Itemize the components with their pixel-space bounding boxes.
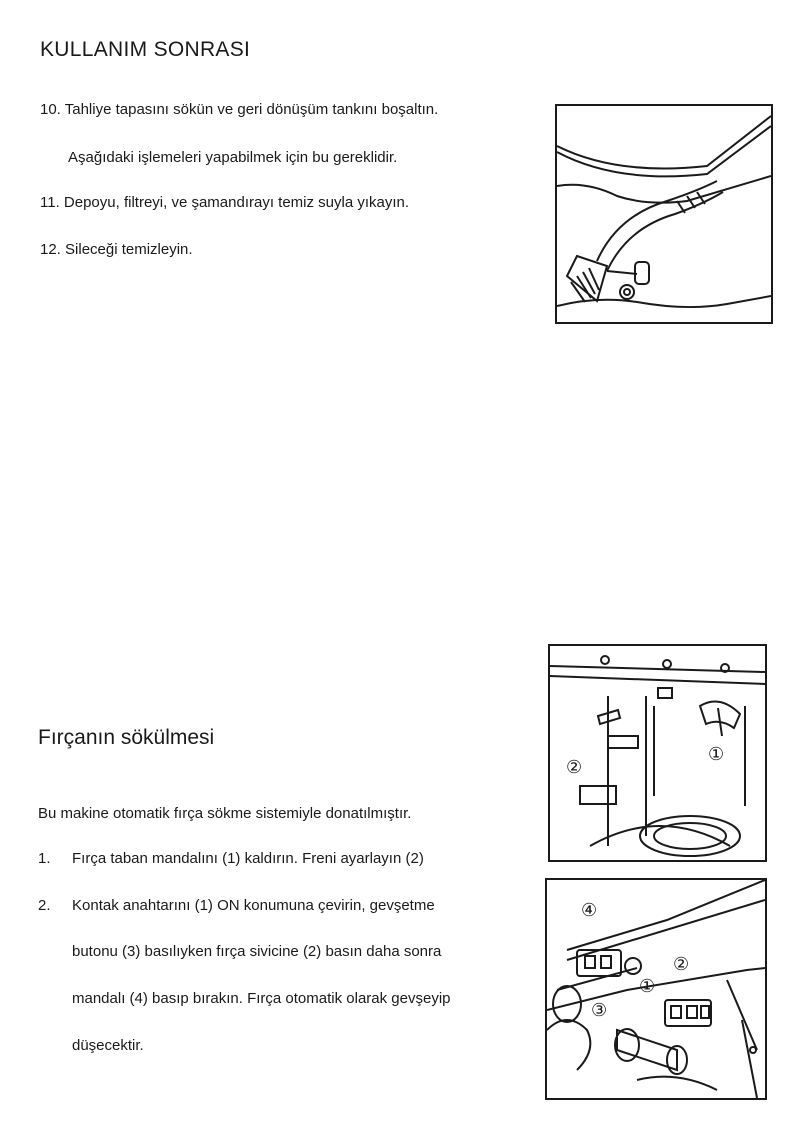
section-title-brush-removal: Fırçanın sökülmesi (38, 726, 215, 749)
brush-step-1-text: Fırça taban mandalını (1) kaldırın. Freni ayarlayın (2) (72, 850, 424, 867)
brush-step-2-line-3: mandalı (4) basıp bırakın. Fırça otomatik olarak gevşeyip (72, 990, 451, 1007)
figure-drain-hose (555, 104, 773, 324)
step-10-note: Aşağıdaki işlemeleri yapabilmek için bu gereklidir. (68, 149, 398, 166)
brush-step-2-line-4: düşecektir. (72, 1037, 144, 1054)
figure-2-marker-1: ① (708, 744, 725, 765)
brush-step-2-line-1: Kontak anahtarını (1) ON konumuna çevirin, gevşetme (72, 897, 435, 914)
brush-step-1-number: 1. (38, 850, 51, 867)
figure-3-marker-2: ② (673, 954, 690, 975)
figure-control-panel (545, 878, 767, 1100)
figure-2-marker-2: ② (566, 757, 583, 778)
brush-intro: Bu makine otomatik fırça sökme sistemiyle donatılmıştır. (38, 805, 412, 822)
figure-3-marker-4: ④ (581, 900, 598, 921)
figure-brush-latch (548, 644, 767, 862)
brush-step-2-number: 2. (38, 897, 51, 914)
brush-step-2-line-2: butonu (3) basılıyken fırça sivicine (2) basın daha sonra (72, 943, 442, 960)
figure-3-marker-1: ① (639, 976, 656, 997)
section-title-after-use: KULLANIM SONRASI (40, 38, 251, 61)
step-11: 11. Depoyu, filtreyi, ve şamandırayı temiz suyla yıkayın. (40, 194, 410, 211)
figure-3-marker-3: ③ (591, 1000, 608, 1021)
step-12: 12. Sileceği temizleyin. (40, 241, 193, 258)
step-10: 10. Tahliye tapasını sökün ve geri dönüşüm tankını boşaltın. (40, 101, 439, 118)
